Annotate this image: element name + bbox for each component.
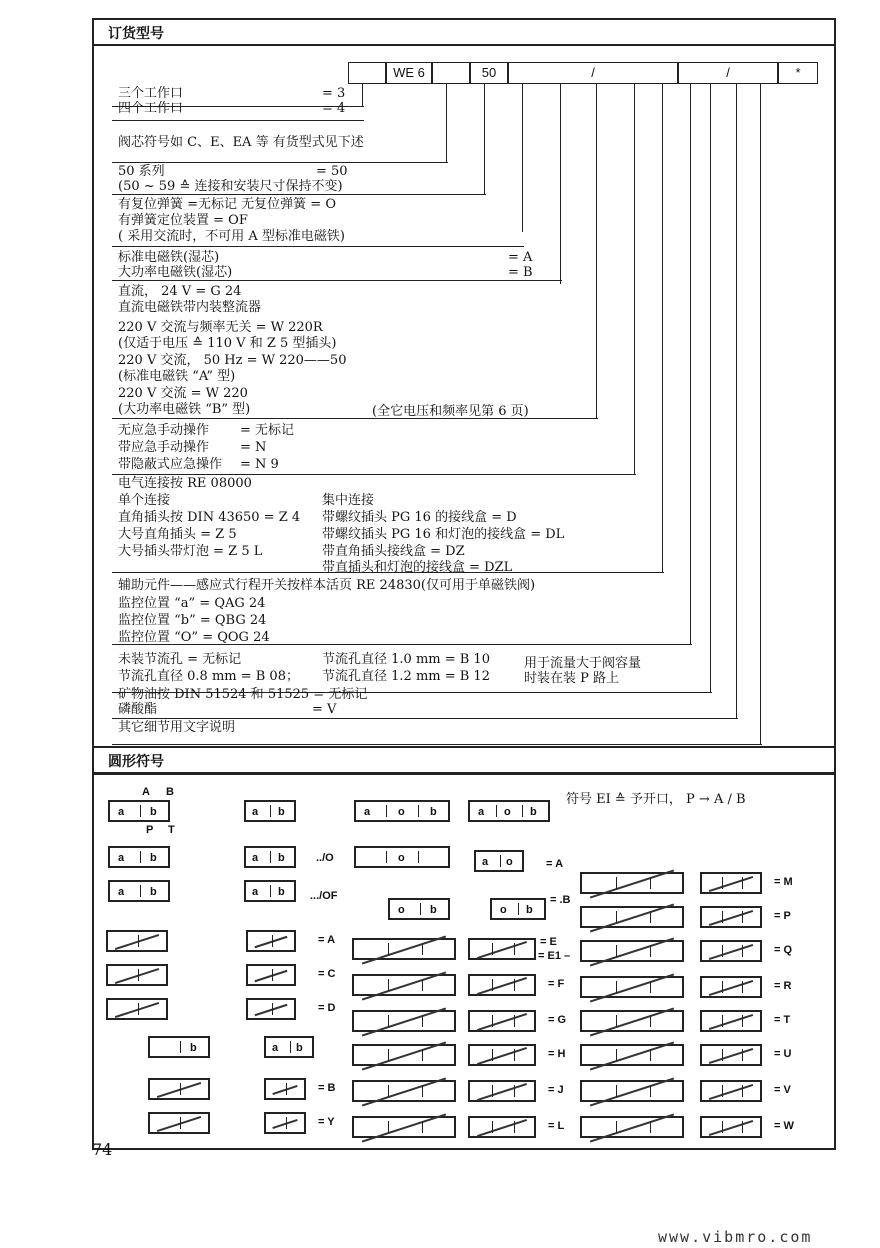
valve-symbol-3way-a <box>108 800 170 822</box>
ports-four-code: = 4 <box>322 101 346 116</box>
valve-3pos-Q-left <box>580 940 684 962</box>
separator <box>112 474 636 475</box>
magnet-standard: 标准电磁铁(湿芯) <box>118 250 220 265</box>
valve-2pos-B <box>264 1078 306 1100</box>
port-t: T <box>168 824 175 836</box>
code-box-series: 50 <box>470 62 508 84</box>
valve-3pos-M <box>700 872 762 894</box>
label-b: b <box>530 806 537 818</box>
voltage-4: (仅适于电压 ≙ 110 V 和 Z 5 型插头) <box>118 336 337 351</box>
other-details: 其它细节用文字说明 <box>118 720 236 735</box>
label-b: b <box>430 806 437 818</box>
manual-hidden: 带隐蔽式应急操作 <box>118 457 223 472</box>
valve-3pos-Q <box>700 940 762 962</box>
label-a: a <box>252 886 259 898</box>
voltage-1: 直流， 24 V = G 24 <box>118 284 242 299</box>
valve-2pos-Y-left <box>148 1112 210 1134</box>
aux-4: 监控位置 “O” = QOG 24 <box>118 630 270 645</box>
aux-2: 监控位置 “a” = QAG 24 <box>118 596 266 611</box>
valve-3pos-U-left <box>580 1044 684 1066</box>
valve-symbol-3way-b <box>108 846 170 868</box>
valve-symbol-3pos-1 <box>354 800 450 822</box>
label-o: o <box>504 806 511 818</box>
label-b: b <box>278 806 285 818</box>
code-Y: = Y <box>318 1116 335 1128</box>
label-o: o <box>500 904 507 916</box>
leader-line <box>362 84 363 106</box>
electric-8: 带螺纹插头 PG 16 和灯泡的接线盒 = DL <box>322 527 565 542</box>
label-b: b <box>150 886 157 898</box>
voltage-5: 220 V 交流， 50 Hz = W 220——50 <box>118 353 347 368</box>
valve-3pos-F <box>468 974 536 996</box>
valve-2pos-A <box>246 930 296 952</box>
code-E1: = E1 – <box>538 950 571 962</box>
electric-7: 带螺纹插头 PG 16 的接线盒 = D <box>322 510 517 525</box>
electric-4: 大号直角插头 = Z 5 <box>118 527 237 542</box>
label-o: o <box>506 856 513 868</box>
symbol-note: 符号 EI ≙ 予开口， P → A / B <box>566 792 746 807</box>
valve-symbol-3pos-6 <box>490 898 546 920</box>
fluid-mineral: 矿物油按 DIN 51524 和 51525 = 无标记 <box>118 687 368 702</box>
electric-3: 直角插头按 DIN 43650 = Z 4 <box>118 510 301 525</box>
label-a: a <box>252 852 259 864</box>
separator <box>112 246 524 247</box>
label-a: a <box>482 856 489 868</box>
port-b: B <box>166 786 174 798</box>
separator <box>112 194 486 195</box>
suffix-a: = A <box>546 858 564 870</box>
throttle-2: 节流孔直径 0.8 mm = B 08； <box>118 669 299 684</box>
valve-3pos-V-left <box>580 1080 684 1102</box>
aux-1: 辅助元件——感应式行程开关按样本活页 RE 24830(仅可用于单磁铁阀) <box>118 578 536 593</box>
valve-3pos-W-left <box>580 1116 684 1138</box>
manual-with-code: = N <box>240 440 267 455</box>
label-o: o <box>398 852 405 864</box>
code-W: = W <box>774 1120 794 1132</box>
code-A: = A <box>318 934 336 946</box>
throttle-1: 未装节流孔 = 无标记 <box>118 652 242 667</box>
valve-single-a-b-2 <box>264 1036 314 1058</box>
valve-2pos-C <box>246 964 296 986</box>
label-b: b <box>150 852 157 864</box>
valve-symbol-spring-2 <box>244 846 296 868</box>
separator <box>112 280 562 281</box>
leader-line <box>446 84 447 162</box>
label-b: b <box>190 1042 197 1054</box>
series-code: = 50 <box>316 164 348 179</box>
code-D: = D <box>318 1002 336 1014</box>
valve-symbol-3pos-5 <box>388 898 450 920</box>
aux-3: 监控位置 “b” = QBG 24 <box>118 613 267 628</box>
throttle-4: 节流孔直径 1.2 mm = B 12 <box>322 669 490 684</box>
electric-9: 带直角插头接线盒 = DZ <box>322 544 465 559</box>
valve-3pos-G <box>468 1010 536 1032</box>
code-L: = L <box>548 1120 565 1132</box>
leader-line <box>760 84 761 744</box>
manual-none: 无应急手动操作 <box>118 423 210 438</box>
suffix-o: ../O <box>316 852 334 864</box>
valve-3pos-V <box>700 1080 762 1102</box>
label-o: o <box>398 904 405 916</box>
separator <box>112 162 448 163</box>
valve-3pos-E-left <box>352 938 456 960</box>
ports-four: 四个工作口 <box>118 101 184 116</box>
symbols-section-title: 圆形符号 <box>108 754 164 770</box>
separator <box>112 744 762 745</box>
valve-3pos-J-left <box>352 1080 456 1102</box>
code-E: = E <box>540 936 557 948</box>
valve-symbol-3way-c <box>108 880 170 902</box>
label-b: b <box>278 852 285 864</box>
leader-line <box>522 84 523 232</box>
voltage-7: 220 V 交流 = W 220 <box>118 386 248 401</box>
valve-3pos-H <box>468 1044 536 1066</box>
magnet-high-power: 大功率电磁铁(湿芯) <box>118 265 233 280</box>
valve-2pos-A-left <box>106 930 168 952</box>
spool-text: 阀芯符号如 C、E、EA 等 有货型式见下述 <box>118 135 364 150</box>
valve-2pos-D-left <box>106 998 168 1020</box>
electric-2: 单个连接 <box>118 493 171 508</box>
slash-1: / <box>591 65 595 80</box>
series-label: 50 系列 <box>118 164 165 179</box>
spring-2: 有弹簧定位装置 = OF <box>118 213 248 228</box>
separator <box>92 774 836 775</box>
label-b: b <box>430 904 437 916</box>
leader-line <box>484 84 485 194</box>
leader-line <box>560 84 561 284</box>
label-b: b <box>296 1042 303 1054</box>
fluid-phosphate: 磷酸酯 <box>118 702 158 717</box>
valve-3pos-G-left <box>352 1010 456 1032</box>
leader-line <box>710 84 711 692</box>
page-number: 74 <box>92 1140 113 1159</box>
code-box-star: * <box>778 62 818 84</box>
label-a: a <box>272 1042 279 1054</box>
leader-line <box>736 84 737 718</box>
watermark: www.vibmro.com <box>658 1228 813 1246</box>
label-b: b <box>150 806 157 818</box>
fluid-phosphate-code: = V <box>312 702 337 717</box>
code-V: = V <box>774 1084 791 1096</box>
valve-symbol-3pos-2 <box>468 800 550 822</box>
code-F: = F <box>548 978 565 990</box>
code-box-blank-2 <box>432 62 470 84</box>
throttle-3: 节流孔直径 1.0 mm = B 10 <box>322 652 490 667</box>
code-H: = H <box>548 1048 566 1060</box>
valve-symbol-spring-1 <box>244 800 296 822</box>
label-b: b <box>278 886 285 898</box>
ports-three: 三个工作口 <box>118 86 184 101</box>
spring-3: ( 采用交流时，不可用 A 型标准电磁铁) <box>118 229 345 244</box>
valve-3pos-P-left <box>580 906 684 928</box>
throttle-6: 时装在装 P 路上 <box>524 671 620 686</box>
code-M: = M <box>774 876 793 888</box>
port-p: P <box>146 824 154 836</box>
leader-line <box>596 84 597 418</box>
code-C: = C <box>318 968 336 980</box>
label-a: a <box>478 806 485 818</box>
label-a: a <box>364 806 371 818</box>
port-a: A <box>142 786 150 798</box>
valve-3pos-R <box>700 976 762 998</box>
code-box-slash <box>508 62 678 84</box>
order-section-title: 订货型号 <box>108 26 164 42</box>
slash-2: / <box>726 65 730 80</box>
code-T: = T <box>774 1014 791 1026</box>
suffix-b: = .B <box>550 894 571 906</box>
order-section-header <box>92 18 836 46</box>
label-b: b <box>526 904 533 916</box>
magnet-high-power-code: = B <box>508 265 533 280</box>
label-a: a <box>118 852 125 864</box>
label-a: a <box>118 806 125 818</box>
code-box-we6: WE 6 <box>386 62 432 84</box>
valve-2pos-B-left <box>148 1078 210 1100</box>
manual-none-code: = 无标记 <box>240 423 295 438</box>
valve-3pos-U <box>700 1044 762 1066</box>
valve-3pos-E <box>468 938 536 960</box>
leader-line <box>634 84 635 474</box>
code-R: = R <box>774 980 792 992</box>
valve-3pos-R-left <box>580 976 684 998</box>
code-Q: = Q <box>774 944 793 956</box>
ports-three-code: = 3 <box>322 86 346 101</box>
valve-3pos-M-left <box>580 872 684 894</box>
suffix-of: .../OF <box>310 890 338 902</box>
valve-3pos-T-left <box>580 1010 684 1032</box>
throttle-5: 用于流量大于阀容量 <box>524 656 642 671</box>
valve-3pos-L-left <box>352 1116 456 1138</box>
separator <box>112 120 364 121</box>
valve-3pos-P <box>700 906 762 928</box>
voltage-3: 220 V 交流与频率无关 = W 220R <box>118 320 323 335</box>
leader-line <box>690 84 691 644</box>
valve-3pos-W <box>700 1116 762 1138</box>
valve-3pos-F-left <box>352 974 456 996</box>
valve-symbol-spring-3 <box>244 880 296 902</box>
valve-single-a-b <box>148 1036 210 1058</box>
code-box-blank <box>348 62 386 84</box>
voltage-8: (大功率电磁铁 “B” 型) <box>118 402 251 417</box>
valve-3pos-H-left <box>352 1044 456 1066</box>
code-box-slash-2 <box>678 62 778 84</box>
leader-line <box>662 84 663 572</box>
valve-symbol-3pos-4 <box>474 850 524 872</box>
manual-with: 带应急手动操作 <box>118 440 210 455</box>
code-G: = G <box>548 1014 567 1026</box>
code-J: = J <box>548 1084 564 1096</box>
valve-symbol-3pos-3 <box>354 846 450 868</box>
valve-2pos-Y <box>264 1112 306 1134</box>
electric-6: 集中连接 <box>322 493 375 508</box>
code-B: = B <box>318 1082 336 1094</box>
valve-3pos-J <box>468 1080 536 1102</box>
valve-2pos-D <box>246 998 296 1020</box>
code-P: = P <box>774 910 791 922</box>
symbols-section-header <box>92 746 836 774</box>
label-a: a <box>118 886 125 898</box>
electric-10: 带直插头和灯泡的接线盒 = DZL <box>322 560 513 575</box>
separator <box>112 718 738 719</box>
label-a: a <box>252 806 259 818</box>
magnet-standard-code: = A <box>508 250 533 265</box>
series-note: (50 ~ 59 ≙ 连接和安装尺寸保持不变) <box>118 179 343 194</box>
voltage-6: (标准电磁铁 “A” 型) <box>118 369 236 384</box>
voltage-note: (全它电压和频率见第 6 页) <box>372 404 529 419</box>
manual-hidden-code: = N 9 <box>240 457 279 472</box>
electric-5: 大号插头带灯泡 = Z 5 L <box>118 544 263 559</box>
valve-3pos-T <box>700 1010 762 1032</box>
voltage-2: 直流电磁铁带内装整流器 <box>118 300 262 315</box>
valve-3pos-L <box>468 1116 536 1138</box>
code-U: = U <box>774 1048 792 1060</box>
valve-2pos-C-left <box>106 964 168 986</box>
electric-1: 电气连接按 RE 08000 <box>118 476 252 491</box>
spring-1: 有复位弹簧 =无标记 无复位弹簧 = O <box>118 197 336 212</box>
label-o: o <box>398 806 405 818</box>
